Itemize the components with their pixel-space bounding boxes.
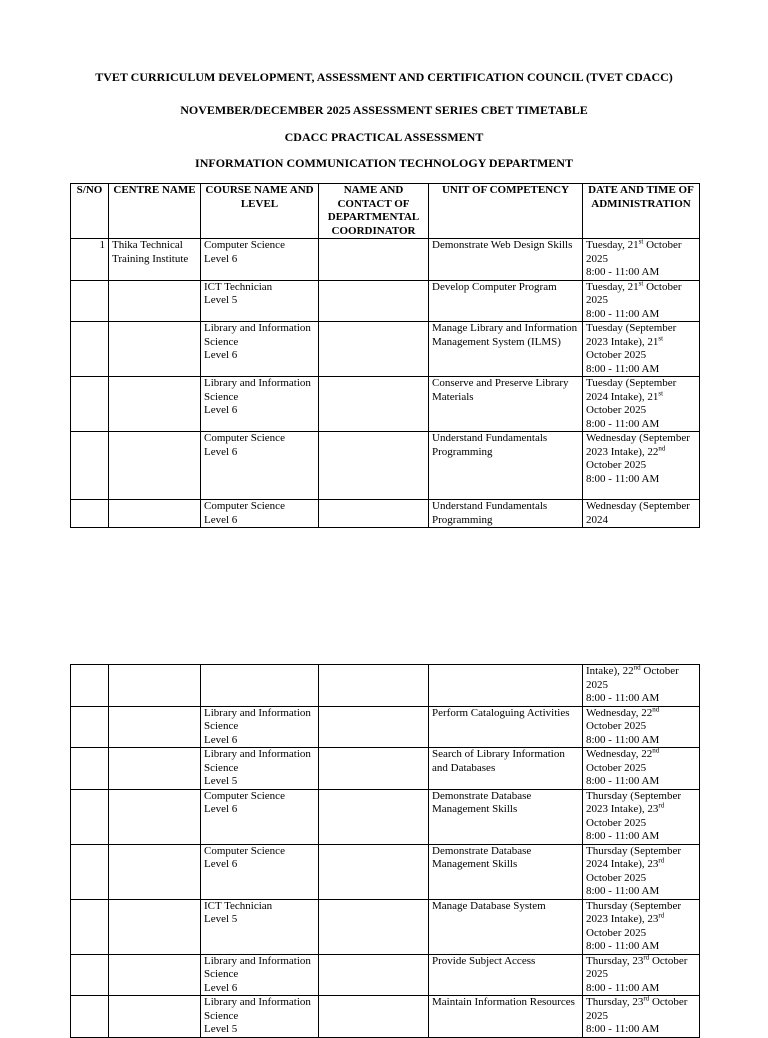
course-cell: Library and Information Science Level 6 <box>201 706 319 748</box>
coordinator-cell <box>319 322 429 377</box>
date-post-text: October 2025 8:00 - 11:00 AM <box>586 349 660 375</box>
course-cell: Library and Information Science Level 5 <box>201 748 319 790</box>
date-post-text: October 2025 8:00 - 11:00 AM <box>586 871 660 897</box>
date-sup-text: st <box>658 388 664 397</box>
centre-cell <box>109 665 201 707</box>
sno-cell <box>71 432 109 500</box>
table-row <box>71 954 700 996</box>
unit-cell: Demonstrate Database Management Skills <box>429 844 583 899</box>
date-cell <box>583 239 700 281</box>
date-cell <box>583 748 700 790</box>
date-cell <box>583 500 700 528</box>
date-sup-text: nd <box>633 664 641 672</box>
date-post-text: October 2025 8:00 - 11:00 AM <box>586 404 660 430</box>
sno-cell <box>71 377 109 432</box>
date-pre-text: Tuesday, 21 <box>586 239 639 251</box>
table-row <box>71 665 700 707</box>
assessment-title: CDACC PRACTICAL ASSESSMENT <box>284 130 484 144</box>
coordinator-cell <box>319 280 429 322</box>
date-post-text: October 2025 8:00 - 11:00 AM <box>586 761 660 787</box>
date-post-text: October 2025 8:00 - 11:00 AM <box>586 665 679 704</box>
council-title: TVET CURRICULUM DEVELOPMENT, ASSESSMENT AND CERTIFICATION COUNCIL (TVET CDACC) <box>95 70 673 84</box>
table-row <box>71 899 700 954</box>
centre-cell <box>109 377 201 432</box>
course-cell: Computer Science Level 6 <box>201 239 319 281</box>
date-sup-text: rd <box>643 995 650 1003</box>
coordinator-cell <box>319 996 429 1038</box>
column-header-coordinator: NAME AND CONTACT OF DEPARTMENTAL COORDINATOR <box>319 184 429 239</box>
date-pre-text: Tuesday (September 2023 Intake), 21 <box>586 322 677 348</box>
date-sup-text: st <box>638 280 644 287</box>
course-cell: Library and Information Science Level 6 <box>201 322 319 377</box>
unit-cell: Conserve and Preserve Library Materials <box>429 377 583 432</box>
date-post-text: October 2025 8:00 - 11:00 AM <box>586 996 688 1035</box>
date-post-text: October 2025 8:00 - 11:00 AM <box>586 280 682 320</box>
date-pre-text: Tuesday, 21 <box>586 280 639 293</box>
coordinator-cell <box>319 432 429 500</box>
coordinator-cell <box>319 239 429 281</box>
centre-cell <box>109 706 201 748</box>
unit-cell: Maintain Information Resources <box>429 996 583 1038</box>
centre-cell <box>109 500 201 528</box>
date-post-text: October 2025 8:00 - 11:00 AM <box>586 239 682 278</box>
date-post-text: October 2025 8:00 - 11:00 AM <box>586 926 660 952</box>
date-cell <box>583 996 700 1038</box>
course-cell: Computer Science Level 6 <box>201 789 319 844</box>
coordinator-cell <box>319 954 429 996</box>
date-sup-text: rd <box>643 954 650 961</box>
date-pre-text: Thursday (September 2023 Intake), 23 <box>586 899 681 925</box>
column-header-unit: UNIT OF COMPETENCY <box>429 184 583 239</box>
date-cell <box>583 789 700 844</box>
date-pre-text: Wednesday (September 2024 <box>586 500 690 526</box>
table-row <box>71 706 700 748</box>
date-pre-text: Tuesday (September 2024 Intake), 21 <box>586 377 677 403</box>
date-cell <box>583 322 700 377</box>
coordinator-cell <box>319 748 429 790</box>
sno-cell <box>71 954 109 996</box>
coordinator-cell <box>319 844 429 899</box>
unit-cell: Search of Library Information and Databases <box>429 748 583 790</box>
centre-cell <box>109 432 201 500</box>
sno-cell: 1 <box>71 239 109 281</box>
date-cell <box>583 280 700 322</box>
sno-cell <box>71 844 109 899</box>
unit-cell: Manage Database System <box>429 899 583 954</box>
centre-cell <box>109 789 201 844</box>
course-cell: Computer Science Level 6 <box>201 844 319 899</box>
sno-cell <box>71 748 109 790</box>
unit-cell: Demonstrate Web Design Skills <box>429 239 583 281</box>
sno-cell <box>71 500 109 528</box>
centre-cell <box>109 748 201 790</box>
date-sup-text: st <box>638 238 644 246</box>
table-row <box>71 432 700 500</box>
timetable-title: NOVEMBER/DECEMBER 2025 ASSESSMENT SERIES CBET TIMETABLE <box>180 103 588 117</box>
table-row <box>71 280 700 322</box>
centre-cell <box>109 996 201 1038</box>
date-sup-text: rd <box>658 856 665 865</box>
date-cell <box>583 954 700 996</box>
coordinator-cell <box>319 665 429 707</box>
centre-cell <box>109 899 201 954</box>
centre-cell <box>109 280 201 322</box>
date-cell <box>583 377 700 432</box>
centre-cell <box>109 322 201 377</box>
column-header-date: DATE AND TIME OF ADMINISTRATION <box>583 184 700 239</box>
table-header-row <box>71 184 700 239</box>
centre-cell <box>109 844 201 899</box>
column-header-sno: S/NO <box>71 184 109 239</box>
unit-cell: Understand Fundamentals Programming <box>429 500 583 528</box>
date-pre-text: Thursday, 23 <box>586 996 644 1008</box>
date-sup-text: nd <box>652 706 660 713</box>
course-cell <box>201 665 319 707</box>
sno-cell <box>71 280 109 322</box>
sno-cell <box>71 789 109 844</box>
coordinator-cell <box>319 500 429 528</box>
table-row <box>71 748 700 790</box>
table-row <box>71 996 700 1038</box>
date-cell <box>583 432 700 500</box>
course-cell: Library and Information Science Level 6 <box>201 954 319 996</box>
date-pre-text: Wednesday (September 2023 Intake), 22 <box>586 432 690 458</box>
department-title: INFORMATION COMMUNICATION TECHNOLOGY DEPARTMENT <box>195 156 573 170</box>
date-pre-text: Wednesday, 22 <box>586 706 653 719</box>
timetable-table-page1 <box>70 183 700 528</box>
date-pre-text: Thursday (September 2024 Intake), 23 <box>586 844 681 870</box>
date-sup-text: rd <box>658 911 665 920</box>
centre-cell: Thika Technical Training Institute <box>109 239 201 281</box>
course-cell: ICT Technician Level 5 <box>201 899 319 954</box>
course-cell: Computer Science Level 6 <box>201 432 319 500</box>
date-post-text: October 2025 8:00 - 11:00 AM <box>586 954 688 994</box>
table-row <box>71 500 700 528</box>
coordinator-cell <box>319 377 429 432</box>
column-header-centre: CENTRE NAME <box>109 184 201 239</box>
date-cell <box>583 665 700 707</box>
sno-cell <box>71 665 109 707</box>
table-row <box>71 844 700 899</box>
date-cell <box>583 844 700 899</box>
sno-cell <box>71 899 109 954</box>
date-pre-text: Wednesday, 22 <box>586 748 653 760</box>
sno-cell <box>71 706 109 748</box>
date-post-text: October 2025 8:00 - 11:00 AM <box>586 720 660 746</box>
date-sup-text: st <box>658 333 664 342</box>
unit-cell: Develop Computer Program <box>429 280 583 322</box>
centre-cell <box>109 954 201 996</box>
table-row <box>71 239 700 281</box>
unit-cell: Understand Fundamentals Programming <box>429 432 583 500</box>
date-cell <box>583 899 700 954</box>
table-row <box>71 789 700 844</box>
unit-cell <box>429 665 583 707</box>
sno-cell <box>71 322 109 377</box>
unit-cell: Provide Subject Access <box>429 954 583 996</box>
sno-cell <box>71 996 109 1038</box>
date-post-text: October 2025 8:00 - 11:00 AM <box>586 816 660 842</box>
course-cell: Library and Information Science Level 5 <box>201 996 319 1038</box>
coordinator-cell <box>319 789 429 844</box>
date-pre-text: Thursday, 23 <box>586 954 644 967</box>
course-cell: Computer Science Level 6 <box>201 500 319 528</box>
course-cell: Library and Information Science Level 6 <box>201 377 319 432</box>
date-cell <box>583 706 700 748</box>
table-row <box>71 322 700 377</box>
coordinator-cell <box>319 706 429 748</box>
coordinator-cell <box>319 899 429 954</box>
date-sup-text: nd <box>652 747 660 755</box>
course-cell: ICT Technician Level 5 <box>201 280 319 322</box>
column-header-course: COURSE NAME AND LEVEL <box>201 184 319 239</box>
date-pre-text: Thursday (September 2023 Intake), 23 <box>586 789 681 815</box>
timetable-table-page2 <box>70 664 700 1038</box>
unit-cell: Demonstrate Database Management Skills <box>429 789 583 844</box>
date-pre-text: Intake), 22 <box>586 665 634 677</box>
table-row <box>71 377 700 432</box>
unit-cell: Manage Library and Information Management System (ILMS) <box>429 322 583 377</box>
date-sup-text: nd <box>658 443 666 452</box>
unit-cell: Perform Cataloguing Activities <box>429 706 583 748</box>
date-post-text: October 2025 8:00 - 11:00 AM <box>586 459 660 485</box>
date-sup-text: rd <box>658 801 665 810</box>
